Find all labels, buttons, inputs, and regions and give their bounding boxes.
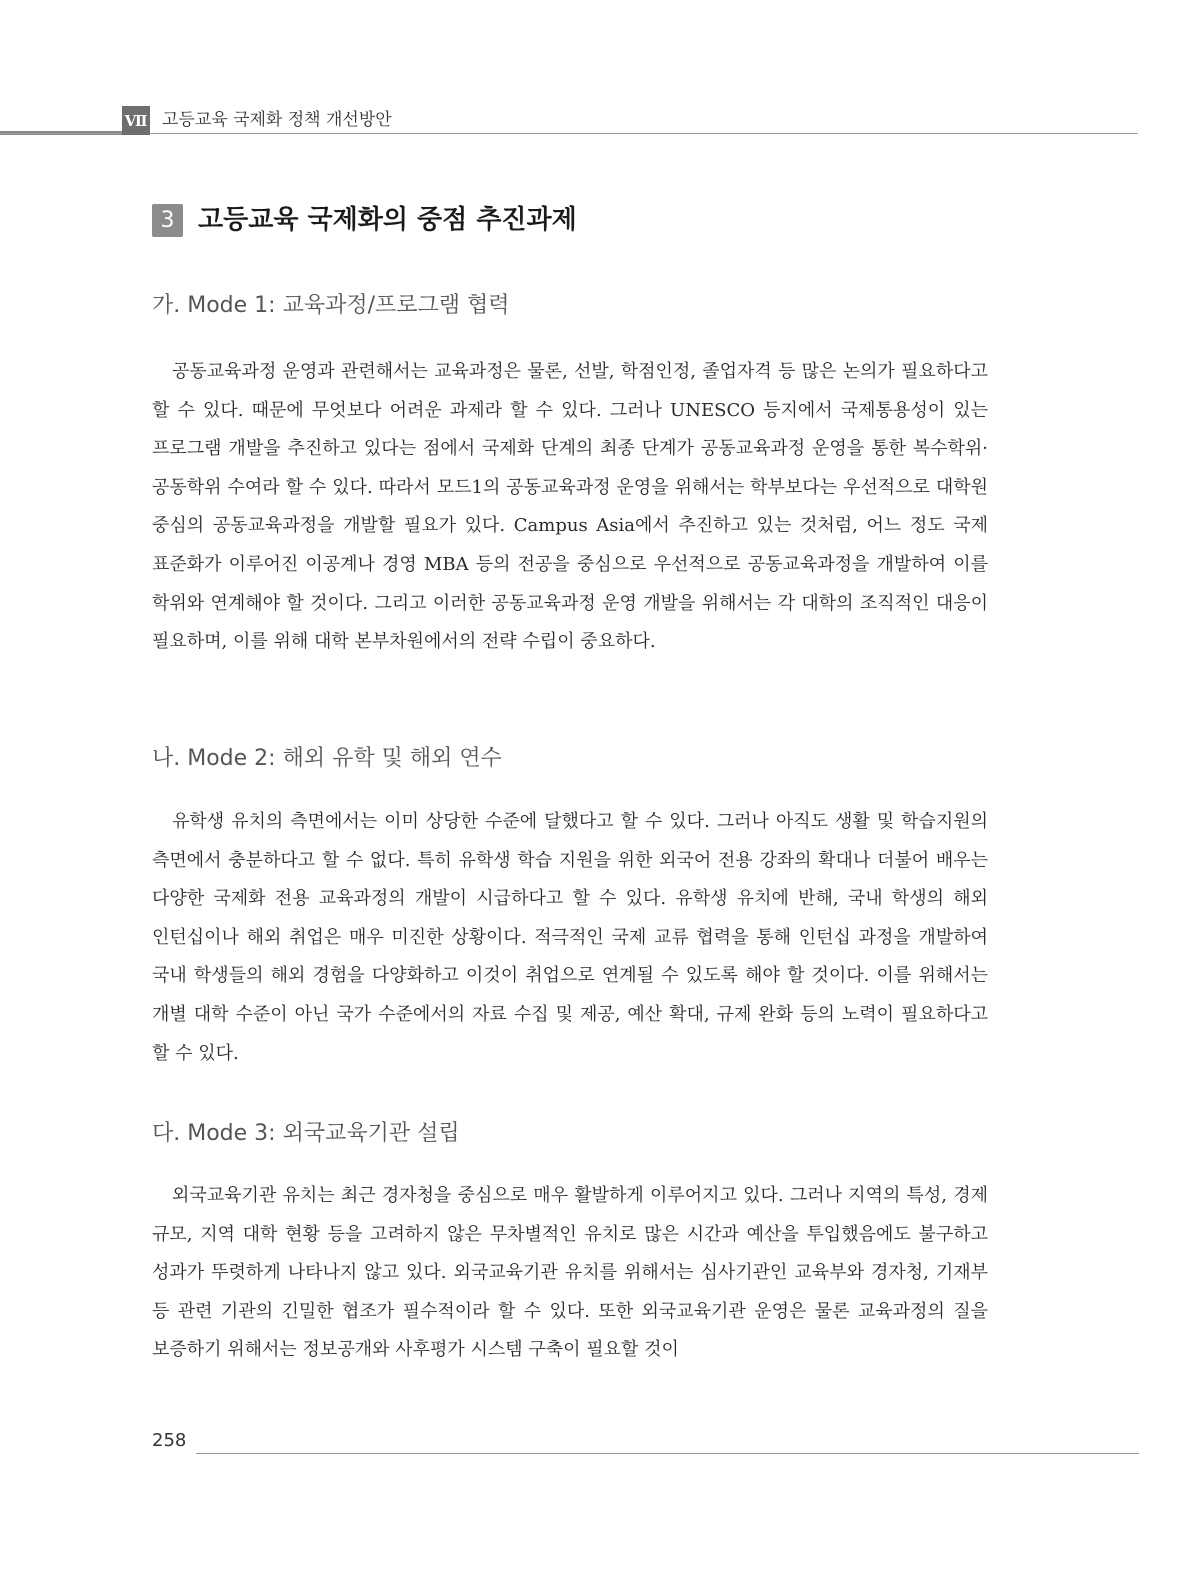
subsection-title-mode1: 가. Mode 1: 교육과정/프로그램 협력 [152,293,510,318]
chapter-badge: Ⅶ [122,106,150,135]
paragraph-mode3: 외국교육기관 유치는 최근 경자청을 중심으로 매우 활발하게 이루어지고 있다. 그러나 지역의 특성, 경제 규모, 지역 대학 현황 등을 고려하지 않은 무차별적인 유치로 많은 시간과 예산을 투입했음에도 불구하고 성과가 뚜렷하게 나타나지 않고 있다. 외국교육기관 유치를 위해서는 심사기관인 교육부와 경자청, 기재부 등 관련 기관의 긴밀한 협조가 필수적이라 할 수 있다. 또한 외국교육기관 운영은 물론 교육과정의 질을 보증하기 위해서는 정보공개와 사후평가 시스템 구축이 필요할 것이 [152,1185,988,1361]
section-title: 고등교육 국제화의 중점 추진과제 [198,205,577,235]
paragraph-mode1: 공동교육과정 운영과 관련해서는 교육과정은 물론, 선발, 학점인정, 졸업자격 등 많은 논의가 필요하다고 할 수 있다. 때문에 무엇보다 어려운 과제라 할 수 있다. 그러나 UNESCO 등지에서 국제통용성이 있는 프로그램 개발을 추진하고 있다는 점에서 국제화 단계의 최종 단계가 공동교육과정 운영을 통한 복수학위·공동학위 수여라 할 수 있다. 따라서 모드1의 공동교육과정 운영을 위해서는 학부보다는 우선적으로 대학원 중심의 공동교육과정을 개발할 필요가 있다. Campus Asia에서 추진하고 있는 것처럼, 어느 정도 국제 표준화가 이루어진 이공계나 경영 MBA 등의 전공을 중심으로 우선적으로 공동교육과정을 개발하여 이를 학위와 연계해야 할 것이다. 그리고 이러한 공동교육과정 운영 개발을 위해서는 각 대학의 조직적인 대응이 필요하며, 이를 위해 대학 본부차원에서의 전략 수립이 중요하다. [152,361,988,653]
paragraph-mode2: 유학생 유치의 측면에서는 이미 상당한 수준에 달했다고 할 수 있다. 그러나 아직도 생활 및 학습지원의 측면에서 충분하다고 할 수 없다. 특히 유학생 학습 지원을 위한 외국어 전용 강좌의 확대나 더불어 배우는 다양한 국제화 전용 교육과정의 개발이 시급하다고 할 수 있다. 유학생 유치에 반해, 국내 학생의 해외 인턴십이나 해외 취업은 매우 미진한 상황이다. 적극적인 국제 교류 협력을 통해 인턴십 과정을 개발하여 국내 학생들의 해외 경험을 다양화하고 이것이 취업으로 연계될 수 있도록 해야 할 것이다. 이를 위해서는 개별 대학 수준이 아닌 국가 수준에서의 자료 수집 및 제공, 예산 확대, 규제 완화 등의 노력이 필요하다고 할 수 있다. [152,811,989,1064]
subsection-title-mode3: 다. Mode 3: 외국교육기관 설립 [152,1121,460,1146]
section-number-badge: 3 [152,204,183,237]
subsection-title-mode2: 나. Mode 2: 해외 유학 및 해외 연수 [152,746,502,771]
page-number: 258 [152,1430,187,1451]
header-rule [0,133,1138,134]
chapter-title: 고등교육 국제화 정책 개선방안 [162,110,392,130]
footer-rule [196,1453,1139,1454]
